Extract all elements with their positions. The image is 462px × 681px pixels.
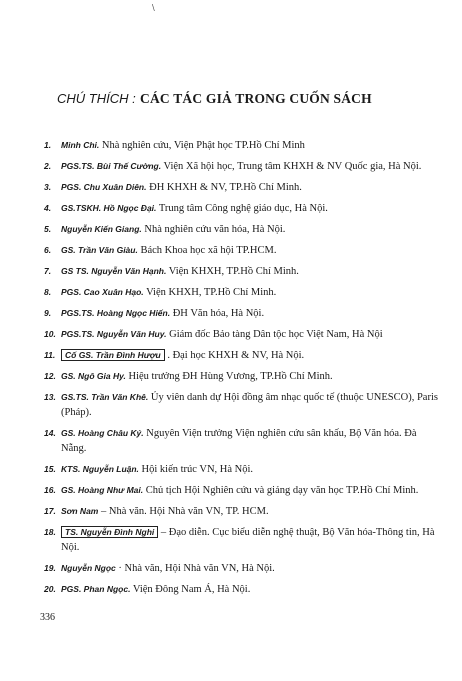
entry-number: 9. — [44, 308, 52, 318]
author-name: PGS. Phan Ngọc. — [61, 584, 131, 594]
author-name: Nguyễn Ngọc — [61, 563, 116, 573]
author-description: Nhà nghiên cứu, Viện Phật học TP.Hồ Chí Minh — [99, 140, 305, 151]
author-name: GS. Hoàng Như Mai. — [61, 485, 144, 495]
author-description: . Đại học KHXH & NV, Hà Nội. — [164, 350, 305, 361]
title-main: CÁC TÁC GIẢ TRONG CUỐN SÁCH — [140, 91, 372, 106]
entry-number: 15. — [44, 464, 56, 474]
list-item — [44, 264, 444, 279]
list-item — [44, 138, 444, 153]
list-item — [44, 462, 444, 477]
entry-number: 13. — [44, 392, 56, 402]
author-description: Hội kiến trúc VN, Hà Nội. — [138, 464, 254, 475]
author-name: Sơn Nam — [61, 506, 99, 516]
list-item — [44, 243, 444, 258]
entry-number: 18. — [44, 527, 56, 537]
author-description: Chủ tịch Hội Nghiên cứu và giảng dạy văn học TP.Hồ Chí Minh. — [143, 485, 419, 496]
entry-number: 6. — [44, 245, 52, 255]
entry-number: 20. — [44, 584, 56, 594]
author-name: TS. Nguyễn Đình Nghi — [61, 526, 158, 538]
author-description: ĐH Văn hóa, Hà Nội. — [170, 308, 265, 319]
author-name: Nguyễn Kiến Giang. — [61, 224, 142, 234]
author-name: KTS. Nguyễn Luận. — [61, 464, 139, 474]
author-description: Nhà nghiên cứu văn hóa, Hà Nội. — [141, 224, 286, 235]
page-title — [57, 91, 437, 107]
author-description: Nguyên Viện trưởng Viện nghiên cứu sân khấu, Bộ Văn hóa. Đà Nẵng. — [61, 428, 417, 454]
list-item — [44, 327, 444, 342]
author-description: Viện Xã hội học, Trung tâm KHXH & NV Quốc gia, Hà Nội. — [161, 161, 422, 172]
entry-number: 19. — [44, 563, 56, 573]
author-description: Viện KHXH, TP.Hồ Chí Minh. — [166, 266, 299, 277]
author-description: Trung tâm Công nghệ giáo dục, Hà Nội. — [156, 203, 328, 214]
list-item — [44, 582, 444, 597]
author-name: Cố GS. Trần Đình Hượu — [61, 349, 165, 361]
author-list — [44, 138, 444, 603]
list-item — [44, 201, 444, 216]
author-name: GS. Trần Văn Giàu. — [61, 245, 138, 255]
entry-number: 2. — [44, 161, 52, 171]
list-item — [44, 426, 444, 456]
author-name: PGS. Cao Xuân Hạo. — [61, 287, 144, 297]
entry-number: 12. — [44, 371, 56, 381]
list-item — [44, 561, 444, 576]
author-description: · Nhà văn, Hội Nhà văn VN, Hà Nội. — [115, 563, 275, 574]
header-mark: \ — [152, 3, 155, 12]
entry-number: 4. — [44, 203, 52, 213]
list-item — [44, 504, 444, 519]
author-name: GS.TS. Trần Văn Khê. — [61, 392, 149, 402]
list-item — [44, 159, 444, 174]
list-item — [44, 306, 444, 321]
author-description: – Đạo diễn. Cục biểu diễn nghệ thuật, Bộ Văn hóa-Thông tin, Hà Nội. — [61, 527, 435, 553]
author-description: Hiệu trưởng ĐH Hùng Vương, TP.Hồ Chí Minh. — [125, 371, 333, 382]
author-description: Giám đốc Bảo tàng Dân tộc học Việt Nam, Hà Nội — [166, 329, 383, 340]
author-name: GS TS. Nguyễn Văn Hạnh. — [61, 266, 167, 276]
list-item — [44, 525, 444, 555]
author-name: PGS.TS. Hoàng Ngọc Hiến. — [61, 308, 171, 318]
author-name: PGS. Chu Xuân Diên. — [61, 182, 147, 192]
list-item — [44, 348, 444, 363]
list-item — [44, 390, 444, 420]
entry-number: 1. — [44, 140, 52, 150]
list-item — [44, 369, 444, 384]
author-description: ĐH KHXH & NV, TP.Hồ Chí Minh. — [146, 182, 302, 193]
entry-number: 14. — [44, 428, 56, 438]
author-name: Minh Chi. — [61, 140, 100, 150]
entry-number: 3. — [44, 182, 52, 192]
entry-number: 8. — [44, 287, 52, 297]
entry-number: 17. — [44, 506, 56, 516]
title-prefix: CHÚ THÍCH : — [57, 91, 136, 106]
entry-number: 7. — [44, 266, 52, 276]
author-description: – Nhà văn. Hội Nhà văn VN, TP. HCM. — [98, 506, 269, 517]
list-item — [44, 180, 444, 195]
entry-number: 11. — [44, 350, 56, 360]
list-item — [44, 285, 444, 300]
page-number: 336 — [40, 612, 55, 623]
entry-number: 16. — [44, 485, 56, 495]
entry-number: 5. — [44, 224, 52, 234]
author-description: Ủy viên danh dự Hội đồng âm nhạc quốc tế (thuộc UNESCO), Paris (Pháp). — [61, 392, 438, 418]
author-name: GS. Ngô Gia Hy. — [61, 371, 126, 381]
author-name: GS. Hoàng Châu Ký. — [61, 428, 144, 438]
author-name: PGS.TS. Bùi Thế Cường. — [61, 161, 162, 171]
list-item — [44, 222, 444, 237]
author-description: Viện Đông Nam Á, Hà Nội. — [130, 584, 251, 595]
author-name: PGS.TS. Nguyễn Văn Huy. — [61, 329, 167, 339]
author-name: GS.TSKH. Hồ Ngọc Đại. — [61, 203, 157, 213]
author-description: Bách Khoa học xã hội TP.HCM. — [137, 245, 277, 256]
list-item — [44, 483, 444, 498]
author-description: Viện KHXH, TP.Hồ Chí Minh. — [143, 287, 277, 298]
entry-number: 10. — [44, 329, 56, 339]
